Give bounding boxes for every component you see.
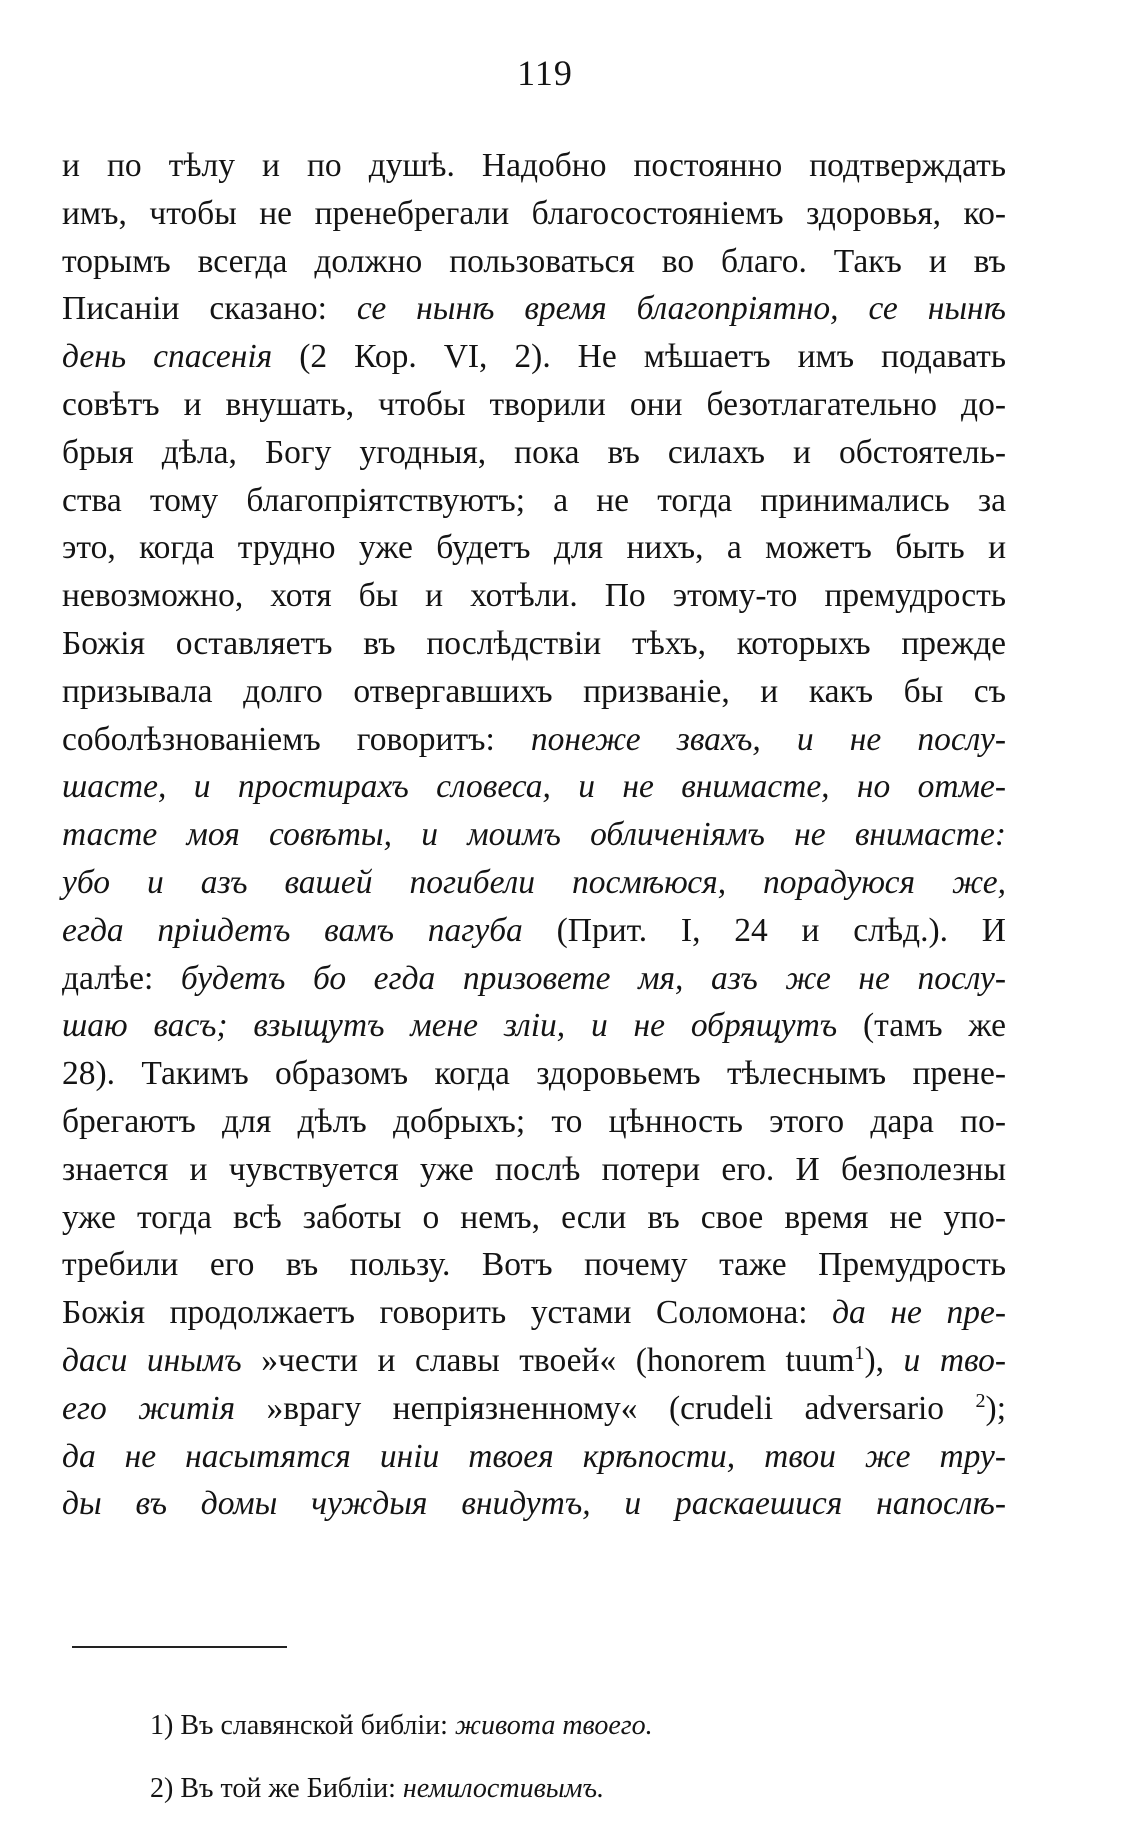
scripture-quote: шаю васъ; взыщутъ мене злiи, и не обрящутъ xyxy=(62,1007,838,1045)
scripture-quote: да не насытятся инiи твоея крѣпости, твои же тру- xyxy=(62,1437,1006,1475)
scripture-quote: даси инымъ xyxy=(62,1341,242,1379)
text-line: это, когда трудно уже будетъ для нихъ, а можетъ быть и xyxy=(62,529,1006,567)
text-line xyxy=(62,859,1006,907)
footnote: 1) Въ славянской библiи: живота твоего. xyxy=(150,1710,653,1741)
text-line: брыя дѣла, Богу угодныя, пока въ силахъ и обстоятель- xyxy=(62,433,1006,471)
text-line: егда прiидетъ вамъ пагуба (Прит. I, 24 и слѣд.). И xyxy=(62,911,1006,949)
scripture-quote: ды въ домы чуждыя внидутъ, и раскаешися напослѣ- xyxy=(62,1485,1006,1523)
text-line: соболѣзнованiемъ говоритъ: понеже звахъ, и не послу- xyxy=(62,720,1006,758)
text-line: призывала долго отвергавшихъ призванiе, и какъ бы съ xyxy=(62,672,1006,710)
text-line: Божiя оставляетъ въ послѣдствiи тѣхъ, которыхъ прежде xyxy=(62,624,1006,662)
scripture-quote: шасте, и простирахъ словеса, и не внимасте, но отме- xyxy=(62,768,1006,806)
text-line: шаю васъ; взыщутъ мене злiи, и не обрящутъ (тамъ же xyxy=(62,1007,1006,1045)
main-text xyxy=(62,142,1006,1528)
footnote-mark: 2 xyxy=(150,1773,164,1804)
scripture-quote: убо и азъ вашей погибели посмѣюся, порадуюся же, xyxy=(62,863,1006,901)
text-line: далѣе: будетъ бо егда призовете мя, азъ же не послу- xyxy=(62,959,1007,997)
text-line: день спасенiя (2 Кор. VI, 2). Не мѣшаетъ имъ подавать xyxy=(62,338,1006,376)
page-number: 119 xyxy=(517,53,573,93)
text-line: 28). Такимъ образомъ когда здоровьемъ тѣлеснымъ прене- xyxy=(62,1055,1006,1093)
footnote: 2) Въ той же Библiи: немилостивымъ. xyxy=(150,1773,605,1804)
text-line: брегаютъ для дѣлъ добрыхъ; то цѣнность этого дара по- xyxy=(62,1102,1006,1140)
text-line xyxy=(62,1433,1006,1481)
text-line: совѣтъ и внушать, чтобы творили они безотлагательно до- xyxy=(62,385,1006,423)
scripture-quote: его житiя xyxy=(62,1389,236,1427)
text-line: уже тогда всѣ заботы о немъ, если въ свое время не упо- xyxy=(62,1198,1006,1236)
text-line: невозможно, хотя бы и хотѣли. По этому-то премудрость xyxy=(62,577,1006,615)
text-line xyxy=(62,811,1006,859)
scripture-quote: будетъ бо егда призовете мя, азъ же не послу- xyxy=(180,959,1007,997)
text-line: Писанiи сказано: се нынѣ время благопрiятно, се нынѣ xyxy=(62,290,1006,328)
scripture-quote: егда прiидетъ вамъ пагуба xyxy=(62,911,523,949)
scripture-quote: понеже звахъ, и не послу- xyxy=(530,720,1006,758)
text-line: и по тѣлу и по душѣ. Надобно постоянно подтверждать xyxy=(62,147,1006,184)
text-line: требили его въ пользу. Вотъ почему таже Премудрость xyxy=(62,1246,1006,1284)
scripture-quote: и тво- xyxy=(903,1341,1007,1379)
text-line: торымъ всегда должно пользоваться во благо. Такъ и въ xyxy=(62,242,1006,280)
text-line: имъ, чтобы не пренебрегали благосостоянiемъ здоровья, ко- xyxy=(62,194,1006,232)
footnote-divider xyxy=(72,1646,287,1648)
scripture-quote: тасте моя совѣты, и моимъ обличенiямъ не внимасте: xyxy=(62,816,1006,854)
text-line xyxy=(62,763,1006,811)
footnote-ref: 1 xyxy=(854,1341,865,1364)
footnote-ref: 2 xyxy=(975,1389,986,1412)
text-line: даси инымъ »чести и славы твоей« (honorem tuum$^1$), и тво- xyxy=(62,1341,1007,1379)
scripture-quote: се нынѣ время благопрiятно, се нынѣ xyxy=(356,290,1006,328)
text-line: ства тому благопрiятствуютъ; а не тогда принимались за xyxy=(62,481,1006,519)
footnote-mark: 1 xyxy=(150,1710,164,1741)
text-line: его житiя »врагу непрiязненному« (crudeli adversario $^2$); xyxy=(62,1389,1007,1427)
scripture-quote: да не пре- xyxy=(832,1294,1006,1332)
text-line xyxy=(62,1480,1006,1528)
text-line: Божiя продолжаетъ говорить устами Соломона: да не пре- xyxy=(62,1294,1006,1332)
footnotes xyxy=(150,1694,653,1820)
text-line: знается и чувствуется уже послѣ потери его. И безполезны xyxy=(62,1150,1006,1188)
scripture-quote: день спасенiя xyxy=(62,338,273,376)
